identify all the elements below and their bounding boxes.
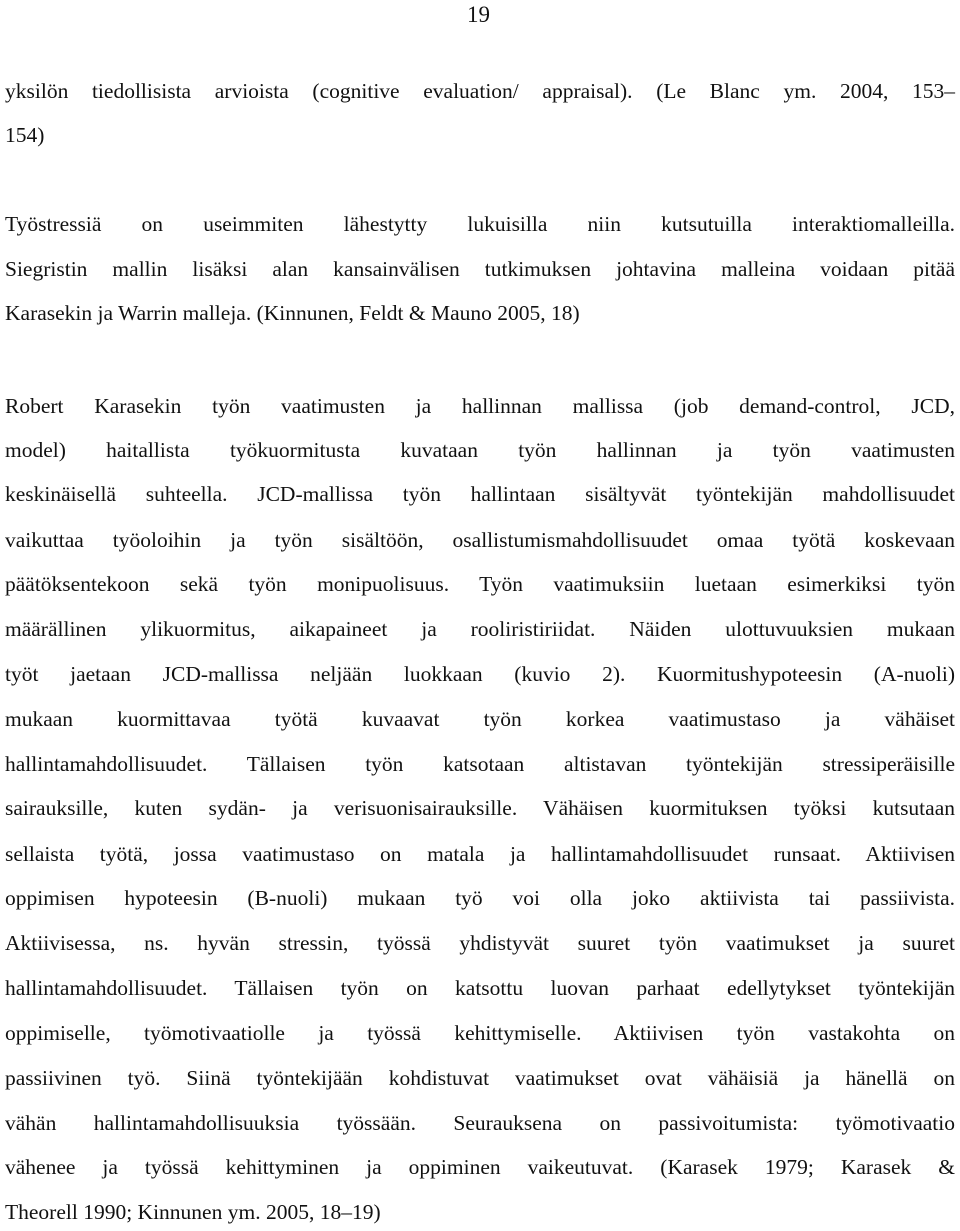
text-line: 154) <box>5 123 45 147</box>
text-line: mukaan kuormittavaa työtä kuvaavat työn korkea vaatimustaso ja vähäiset <box>5 707 955 731</box>
text-line: Työstressiä on useimmiten lähestytty lukuisilla niin kutsutuilla interaktiomalleilla. <box>5 212 955 236</box>
text-line: model) haitallista työkuormitusta kuvataan työn hallinnan ja työn vaatimusten <box>5 438 955 462</box>
text-line: yksilön tiedollisista arvioista (cognitive evaluation/ appraisal). (Le Blanc ym. 2004, 153– <box>5 79 955 103</box>
text-line: vähenee ja työssä kehittyminen ja oppiminen vaikeutuvat. (Karasek 1979; Karasek & <box>5 1155 955 1179</box>
text-line: Theorell 1990; Kinnunen ym. 2005, 18–19) <box>5 1200 381 1224</box>
text-line: hallintamahdollisuudet. Tällaisen työn katsotaan altistavan työntekijän stressiperäisille <box>5 752 955 776</box>
text-line: vähän hallintamahdollisuuksia työssään. Seurauksena on passivoitumista: työmotivaatio <box>5 1111 955 1135</box>
text-line: keskinäisellä suhteella. JCD-mallissa työn hallintaan sisältyvät työntekijän mahdollisuudet <box>5 482 955 506</box>
text-line: Karasekin ja Warrin malleja. (Kinnunen, Feldt & Mauno 2005, 18) <box>5 301 580 325</box>
text-line: vaikuttaa työoloihin ja työn sisältöön, osallistumismahdollisuudet omaa työtä koskevaan <box>5 528 955 552</box>
text-line: Siegristin mallin lisäksi alan kansainvälisen tutkimuksen johtavina malleina voidaan pitää <box>5 257 955 281</box>
text-line: määrällinen ylikuormitus, aikapaineet ja rooliristiriidat. Näiden ulottuvuuksien mukaan <box>5 617 955 641</box>
text-line: päätöksentekoon sekä työn monipuolisuus. Työn vaatimuksiin luetaan esimerkiksi työn <box>5 572 955 596</box>
text-line: oppimiselle, työmotivaatiolle ja työssä kehittymiselle. Aktiivisen työn vastakohta on <box>5 1021 955 1045</box>
text-line: Aktiivisessa, ns. hyvän stressin, työssä yhdistyvät suuret työn vaatimukset ja suuret <box>5 931 955 955</box>
text-line: passiivinen työ. Siinä työntekijään kohdistuvat vaatimukset ovat vähäisiä ja hänellä on <box>5 1066 955 1090</box>
text-line: sellaista työtä, jossa vaatimustaso on matala ja hallintamahdollisuudet runsaat. Aktiivisen <box>5 842 955 866</box>
text-line: Robert Karasekin työn vaatimusten ja hallinnan mallissa (job demand-control, JCD, <box>5 394 955 418</box>
text-line: oppimisen hypoteesin (B-nuoli) mukaan työ voi olla joko aktiivista tai passiivista. <box>5 886 955 910</box>
text-line: sairauksille, kuten sydän- ja verisuonisairauksille. Vähäisen kuormituksen työksi kutsutaan <box>5 796 955 820</box>
text-line: työt jaetaan JCD-mallissa neljään luokkaan (kuvio 2). Kuormitushypoteesin (A-nuoli) <box>5 662 955 686</box>
text-line: hallintamahdollisuudet. Tällaisen työn on katsottu luovan parhaat edellytykset työntekijän <box>5 976 955 1000</box>
